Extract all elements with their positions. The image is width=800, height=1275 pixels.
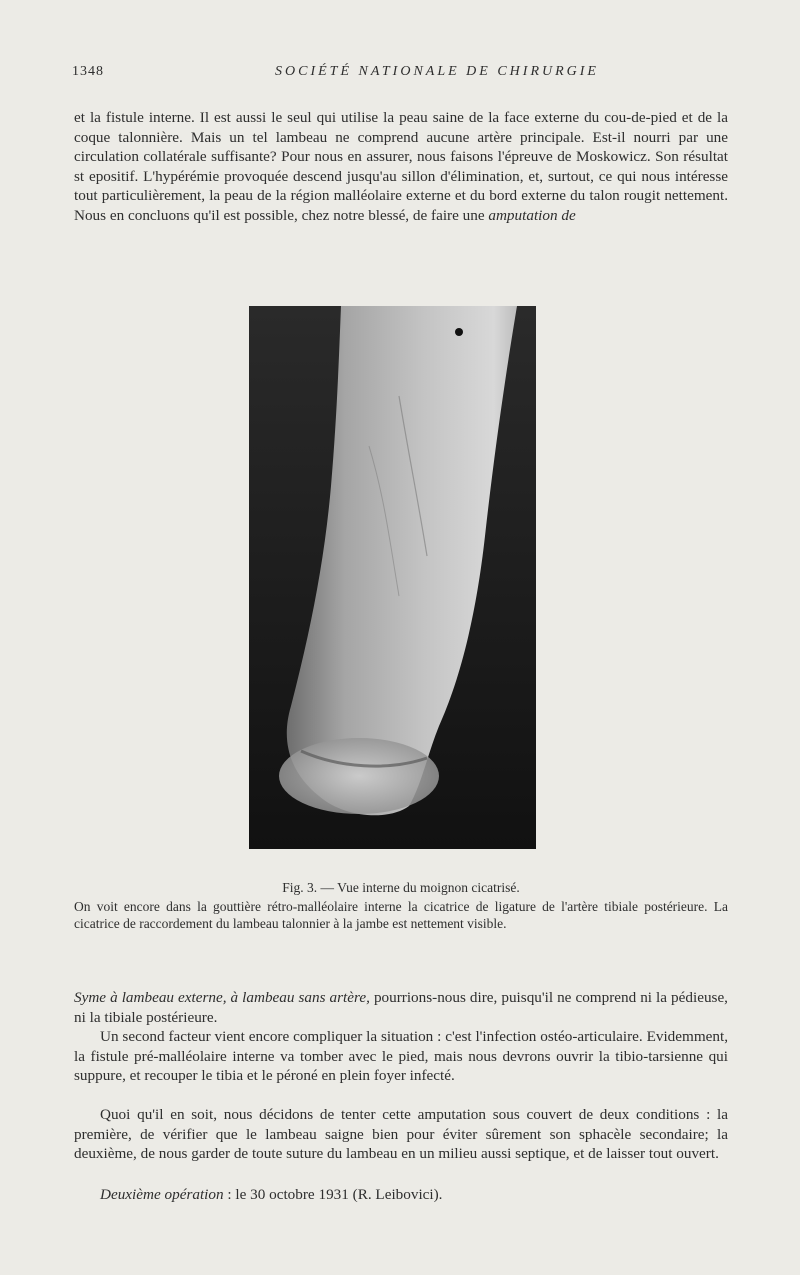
page-header	[72, 64, 730, 86]
paragraph-2-text: pourrions-nous dire, puisqu'il ne comprend ni la pédieuse, ni la tibiale postérieure.	[74, 989, 728, 1026]
running-title: SOCIÉTÉ NATIONALE DE CHIRURGIE	[275, 64, 599, 79]
paragraph-1-italic: amputation de	[488, 206, 576, 224]
paragraph-2-italic: Syme à lambeau externe, à lambeau sans artère,	[74, 989, 370, 1006]
paragraph-5	[74, 1185, 728, 1205]
paragraph-1	[74, 108, 728, 225]
paragraph-4: Quoi qu'il en soit, nous décidons de tenter cette amputation sous couvert de deux conditions : la première, de vérifier que le lambeau saigne bien pour éviter sûrement son sphacèle secondaire; la deuxième, de nous garder de toute suture du lambeau en un milieu aussi septique, et de laisser tout ouvert.	[74, 1106, 728, 1162]
paragraph-2	[74, 988, 728, 1027]
figure-caption-text: On voit encore dans la gouttière rétro-malléolaire interne la cicatrice de ligature de l'artère tibiale postérieure. La cicatrice de raccordement du lambeau talonnier à la jambe est nettement visible.	[74, 899, 728, 931]
paragraph-3: Un second facteur vient encore compliquer la situation : c'est l'infection ostéo-articulaire. Evidemment, la fistule pré-malléolaire interne va tomber avec le pied, mais nous devrons ouvrir la tibio-tarsienne qui suppure, et recouper le tibia et le péroné en plein foyer infecté.	[74, 1028, 728, 1084]
stump-photo-image	[249, 306, 536, 849]
figure-caption-title: Fig. 3. — Vue interne du moignon cicatrisé.	[282, 880, 520, 895]
paragraph-5-text: : le 30 octobre 1931 (R. Leibovici).	[223, 1186, 443, 1203]
paragraph-5-italic: Deuxième opération	[100, 1186, 224, 1203]
stump-photograph	[249, 306, 536, 849]
page-number: 1348	[72, 64, 104, 79]
paragraph-1-text: et la fistule interne. Il est aussi le seul qui utilise la peau saine de la face externe du cou-de-pied et de la coque talonnière. Mais un tel lambeau ne comprend aucune artère principale. Est-il nourri par une circulation collatérale suffisante? Pour nous en assurer, nous faisons l'épreuve de Moskowicz. Son résultat st epositif. L'hypérémie provoquée descend jusqu'au sillon d'élimination, et, surtout, ce qui nous intéresse tout particulièrement, la peau de la région malléolaire externe et du bord externe du talon rougit nettement. Nous en concluons qu'il est possible, chez notre blessé, de faire une	[74, 109, 728, 224]
